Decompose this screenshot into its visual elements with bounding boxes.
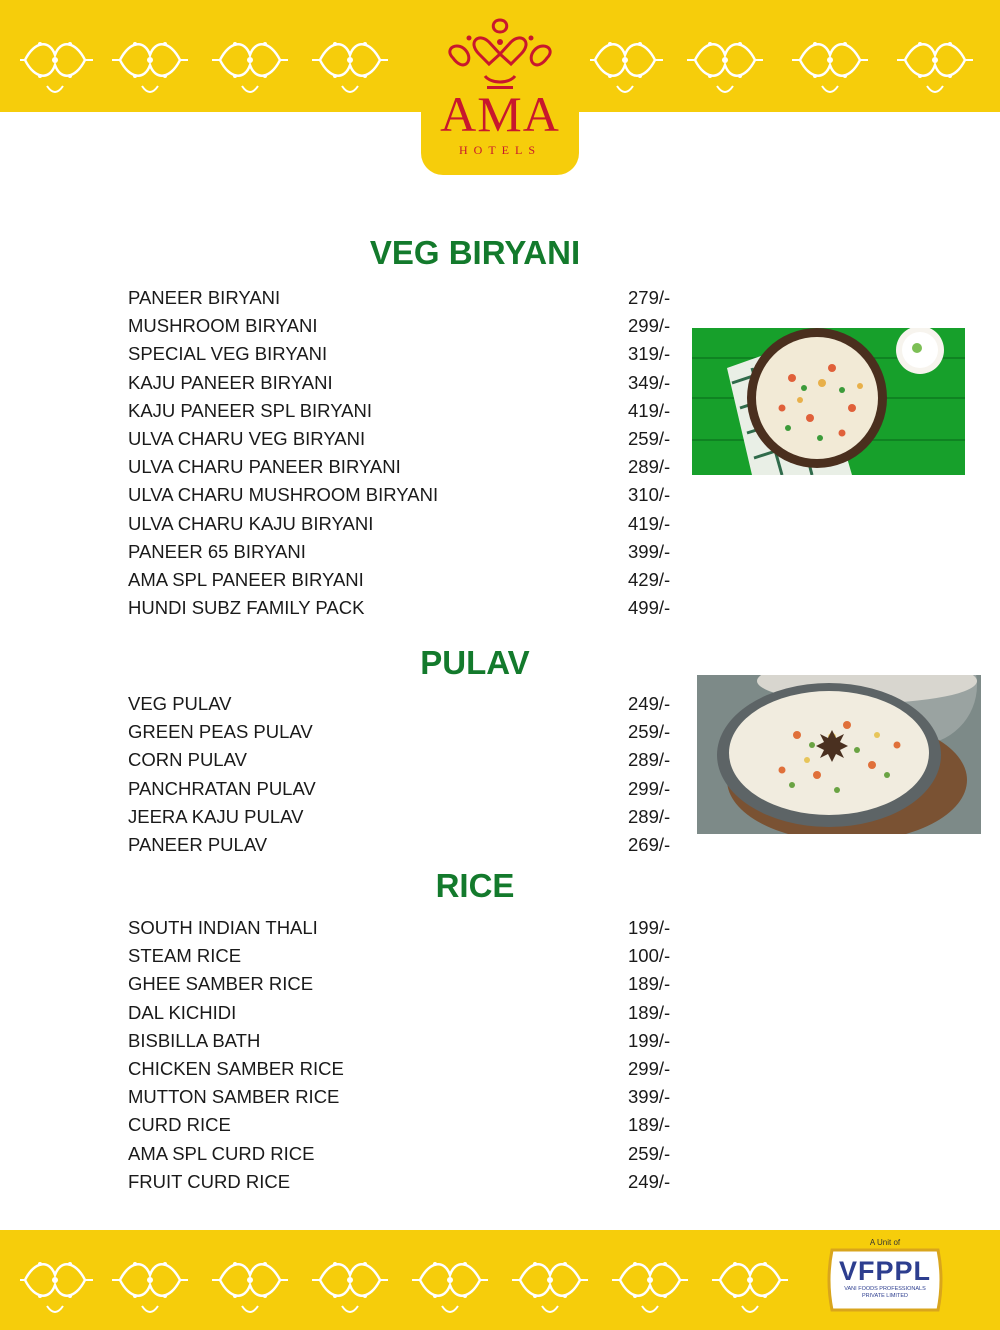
menu-item-price: 100/- xyxy=(628,945,671,967)
menu-item-name: MUSHROOM BIRYANI xyxy=(128,315,318,337)
menu-item-price: 279/- xyxy=(628,287,671,308)
menu-item-price: 249/- xyxy=(628,693,671,714)
menu-item xyxy=(128,914,688,942)
menu-item-name: KAJU PANEER BIRYANI xyxy=(128,371,333,393)
menu-item-name: DAL KICHIDI xyxy=(128,1001,237,1023)
menu-item-price: 189/- xyxy=(628,1001,671,1023)
menu-item-price: 249/- xyxy=(628,1170,671,1192)
ama-hotels-logo xyxy=(421,0,579,175)
menu-item-price: 289/- xyxy=(628,749,671,771)
menu-item xyxy=(128,1168,688,1196)
logo-word: AMA xyxy=(440,86,560,142)
menu-item-name: HUNDI SUBZ FAMILY PACK xyxy=(128,597,365,619)
menu-item-price: 429/- xyxy=(628,569,671,590)
menu-item-price: 269/- xyxy=(628,834,671,855)
menu-item-price: 310/- xyxy=(628,484,671,506)
menu-item xyxy=(128,566,688,594)
menu-item-price: 199/- xyxy=(628,917,671,938)
menu-item xyxy=(128,1083,688,1111)
menu-item xyxy=(128,775,688,803)
menu-item xyxy=(128,284,688,312)
menu-item-name: SOUTH INDIAN THALI xyxy=(128,917,318,938)
menu-item xyxy=(128,510,688,538)
menu-item-name: AMA SPL PANEER BIRYANI xyxy=(128,569,364,590)
menu-item-price: 419/- xyxy=(628,512,671,534)
menu-item-name: BISBILLA BATH xyxy=(128,1029,261,1051)
menu-item-price: 259/- xyxy=(628,1142,671,1164)
menu-item-price: 259/- xyxy=(628,428,671,449)
menu-item-price: 259/- xyxy=(628,721,671,743)
menu-item xyxy=(128,1140,688,1168)
menu-item-name: CURD RICE xyxy=(128,1114,231,1136)
menu-item-name: JEERA KAJU PULAV xyxy=(128,805,304,827)
menu-item xyxy=(128,942,688,970)
menu-item-name: GREEN PEAS PULAV xyxy=(128,721,313,743)
menu-item-price: 199/- xyxy=(628,1029,671,1051)
menu-item-price: 349/- xyxy=(628,371,671,393)
section-title-rice: RICE xyxy=(435,867,515,904)
logo-subtitle: HOTELS xyxy=(459,143,541,157)
badge-name: VFPPL xyxy=(838,1256,931,1286)
menu-item-name: FRUIT CURD RICE xyxy=(128,1170,291,1192)
menu-item-name: AMA SPL CURD RICE xyxy=(128,1142,315,1164)
badge-unit-text: A Unit of xyxy=(869,1238,901,1247)
menu-item-name: ULVA CHARU VEG BIRYANI xyxy=(128,428,366,449)
menu-item xyxy=(128,803,688,831)
menu-item-name: ULVA CHARU MUSHROOM BIRYANI xyxy=(128,484,439,506)
menu-item-price: 499/- xyxy=(628,597,671,619)
menu-item-price: 399/- xyxy=(628,540,671,562)
logo-kolam-icon xyxy=(439,14,561,88)
menu-item xyxy=(128,690,688,718)
menu-item-price: 399/- xyxy=(628,1086,671,1108)
menu-item xyxy=(128,538,688,566)
menu-item xyxy=(128,1027,688,1055)
menu-item xyxy=(128,1111,688,1139)
menu-item xyxy=(128,453,688,481)
menu-item-price: 419/- xyxy=(628,399,671,421)
section-title-pulav: PULAV xyxy=(420,644,530,681)
badge-fullname-2: PRIVATE LIMITED xyxy=(862,1293,908,1299)
menu-item xyxy=(128,970,688,998)
menu-item-price: 289/- xyxy=(628,456,671,478)
menu-item-name: MUTTON SAMBER RICE xyxy=(128,1086,340,1108)
vfppl-badge xyxy=(824,1236,946,1316)
menu-item-name: CHICKEN SAMBER RICE xyxy=(128,1058,344,1079)
menu-item-price: 299/- xyxy=(628,1058,671,1079)
section-title-veg-biryani: VEG BIRYANI xyxy=(369,234,581,271)
menu-item-name: PANEER PULAV xyxy=(128,834,268,855)
menu-item xyxy=(128,397,688,425)
menu-item xyxy=(128,312,688,340)
menu-item xyxy=(128,831,688,859)
menu-item-price: 319/- xyxy=(628,343,671,365)
kolam-ornament-bottom xyxy=(20,1250,810,1320)
menu-item xyxy=(128,1055,688,1083)
menu-item-name: PANEER BIRYANI xyxy=(128,287,281,308)
kolam-ornament-top-left xyxy=(20,30,400,100)
menu-item-price: 299/- xyxy=(628,315,671,337)
menu-item xyxy=(128,425,688,453)
menu-item-name: PANEER 65 BIRYANI xyxy=(128,540,306,562)
menu-item xyxy=(128,340,688,368)
menu-item xyxy=(128,718,688,746)
menu-item-name: PANCHRATAN PULAV xyxy=(128,777,316,799)
menu-item-name: ULVA CHARU KAJU BIRYANI xyxy=(128,512,374,534)
veg-biryani-photo xyxy=(692,328,965,475)
menu-item-name: KAJU PANEER SPL BIRYANI xyxy=(128,399,373,421)
menu-item-name: CORN PULAV xyxy=(128,749,247,771)
pulav-photo xyxy=(697,675,981,834)
menu-item xyxy=(128,594,688,622)
menu-item xyxy=(128,369,688,397)
menu-item-price: 299/- xyxy=(628,777,671,799)
menu-item-name: GHEE SAMBER RICE xyxy=(128,973,314,995)
menu-item-price: 189/- xyxy=(628,1114,671,1136)
kolam-ornament-top-right xyxy=(590,30,985,100)
menu-item xyxy=(128,481,688,509)
menu-item-name: STEAM RICE xyxy=(128,945,242,967)
menu-item-price: 289/- xyxy=(628,805,671,827)
menu-item-price: 189/- xyxy=(628,973,671,995)
menu-item xyxy=(128,746,688,774)
menu-item-name: SPECIAL VEG BIRYANI xyxy=(128,343,328,365)
badge-fullname-1: VANI FOODS PROFESSIONALS xyxy=(844,1286,926,1292)
menu-item xyxy=(128,999,688,1027)
menu-item-name: VEG PULAV xyxy=(128,693,232,714)
menu-item-name: ULVA CHARU PANEER BIRYANI xyxy=(128,456,401,478)
